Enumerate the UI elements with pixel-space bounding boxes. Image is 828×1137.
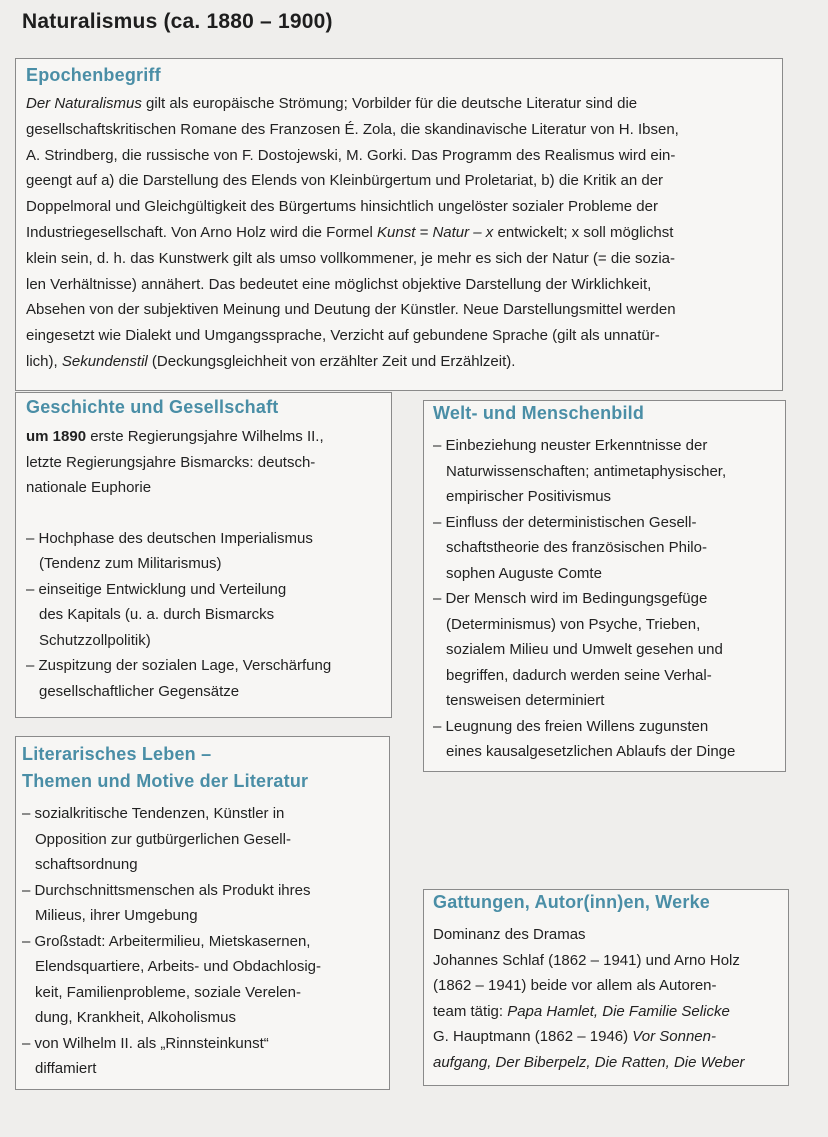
literary-item: – von Wilhelm II. als „Rinnsteinkunst“ (22, 1034, 269, 1052)
worldview-item-cont: schaftstheorie des französischen Philo- (446, 539, 707, 556)
worldview-item: – Einbeziehung neuster Erkenntnisse der (433, 437, 708, 454)
epoch-text (26, 91, 772, 375)
epoch-line: geengt auf a) die Darstellung des Elends von Kleinbürgertum und Proletariat, b) die Kritik an der (26, 172, 664, 190)
epoch-line: gesellschaftskritischen Romane des Franzosen É. Zola, die skandinavische Literatur von H. Ibsen, (26, 120, 679, 138)
history-item-cont: gesellschaftlicher Gegensätze (39, 682, 240, 700)
epoch-line: klein sein, d. h. das Kunstwerk gilt als umso vollkommener, je mehr es sich der Natur (= die sozia- (26, 249, 676, 267)
literary-box (15, 736, 390, 1090)
genres-line: Johannes Schlaf (1862 – 1941) und Arno Holz (433, 951, 740, 969)
worldview-item: – Leugnung des freien Willens zugunsten (433, 717, 709, 735)
worldview-item: – Der Mensch wird im Bedingungsgefüge (433, 590, 708, 607)
worldview-item-cont: empirischer Positivismus (446, 488, 612, 505)
epoch-box (15, 58, 783, 391)
genres-line: (1862 – 1941) beide vor allem als Autoren- (433, 977, 717, 994)
epoch-line: Doppelmoral und Gleichgültigkeit des Bürgertums hinsichtlich ungelöster sozialer Probleme der (26, 198, 658, 216)
history-item-cont: des Kapitals (u. a. durch Bismarcks (39, 606, 275, 623)
worldview-heading: Welt- und Menschenbild (433, 403, 645, 423)
epoch-line: Der Naturalismus gilt als europäische Strömung; Vorbilder für die deutsche Literatur sind die (26, 95, 638, 112)
epoch-line: A. Strindberg, die russische von F. Dostojewski, M. Gorki. Das Programm des Realismus wird ein- (26, 146, 676, 164)
history-intro-line: um 1890 erste Regierungsjahre Wilhelms II., (26, 428, 324, 445)
epoch-heading: Epochenbegriff (26, 65, 161, 85)
literary-item-cont: keit, Familienprobleme, soziale Verelen- (35, 983, 301, 1001)
literary-item: – Durchschnittsmenschen als Produkt ihres (22, 881, 311, 899)
worldview-item-cont: eines kausalgesetzlichen Ablaufs der Dinge (446, 743, 736, 760)
literary-item-cont: schaftsordnung (35, 856, 138, 873)
history-intro-line: nationale Euphorie (26, 479, 152, 496)
literary-item-cont: dung, Krankheit, Alkoholismus (35, 1009, 236, 1026)
history-item-cont: (Tendenz zum Militarismus) (39, 555, 222, 572)
literary-item-cont: diffamiert (35, 1060, 97, 1077)
worldview-item-cont: Naturwissenschaften; antimetaphysischer, (446, 462, 727, 480)
epoch-line: Absehen von der subjektiven Meinung und Deutung der Künstler. Neue Darstellungsmittel werden (26, 301, 676, 319)
genres-line: aufgang, Der Biberpelz, Die Ratten, Die Weber (433, 1053, 745, 1071)
epoch-line: lich), Sekundenstil (Deckungsgleichheit von erzählter Zeit und Erzählzeit). (26, 352, 516, 370)
worldview-item-cont: (Determinismus) von Psyche, Trieben, (446, 615, 701, 633)
worldview-item-cont: tensweisen determiniert (446, 692, 605, 709)
epoch-line: len Verhältnisse) annähert. Das bedeutet eine möglichst objektive Darstellung der Wirklichkeit, (26, 275, 652, 293)
page-title: Naturalismus (ca. 1880 – 1900) (22, 10, 333, 33)
genres-line: G. Hauptmann (1862 – 1946) Vor Sonnen- (433, 1028, 716, 1045)
history-box (15, 392, 392, 718)
genres-line: Dominanz des Dramas (433, 926, 586, 943)
worldview-box (423, 400, 786, 772)
history-item: – einseitige Entwicklung und Verteilung (26, 580, 287, 598)
literary-item-cont: Elendsquartiere, Arbeits- und Obdachlosig- (35, 958, 321, 975)
genres-line: team tätig: Papa Hamlet, Die Familie Selicke (433, 1002, 730, 1020)
epoch-line: Industriegesellschaft. Von Arno Holz wird die Formel Kunst = Natur – x entwickelt; x soll möglichst (26, 223, 674, 241)
history-item: – Hochphase des deutschen Imperialismus (26, 529, 313, 547)
history-heading: Geschichte und Gesellschaft (26, 397, 279, 417)
worldview-item-cont: sozialem Milieu und Umwelt gesehen und (446, 641, 723, 658)
history-intro-line: letzte Regierungsjahre Bismarcks: deutsch- (26, 453, 316, 471)
literary-item: – sozialkritische Tendenzen, Künstler in (22, 805, 285, 822)
history-item-cont: Schutzzollpolitik) (39, 631, 151, 649)
genres-heading: Gattungen, Autor(inn)en, Werke (433, 892, 711, 912)
worldview-item: – Einfluss der deterministischen Gesell- (433, 513, 697, 531)
epoch-line: eingesetzt wie Dialekt und Umgangssprache, Verzicht auf gebundene Sprache (gilt als unnatür- (26, 327, 660, 345)
history-item: – Zuspitzung der sozialen Lage, Verschärfung (26, 657, 332, 674)
literary-item-cont: Milieus, ihrer Umgebung (35, 907, 198, 924)
literary-heading: Literarisches Leben – Themen und Motive der Literatur (22, 744, 309, 791)
worldview-item-cont: begriffen, dadurch werden seine Verhal- (446, 666, 712, 684)
worldview-item-cont: sophen Auguste Comte (446, 564, 602, 582)
literary-item-cont: Opposition zur gutbürgerlichen Gesell- (35, 830, 291, 848)
genres-box (423, 889, 789, 1086)
literary-item: – Großstadt: Arbeitermilieu, Mietskasernen, (22, 932, 311, 950)
